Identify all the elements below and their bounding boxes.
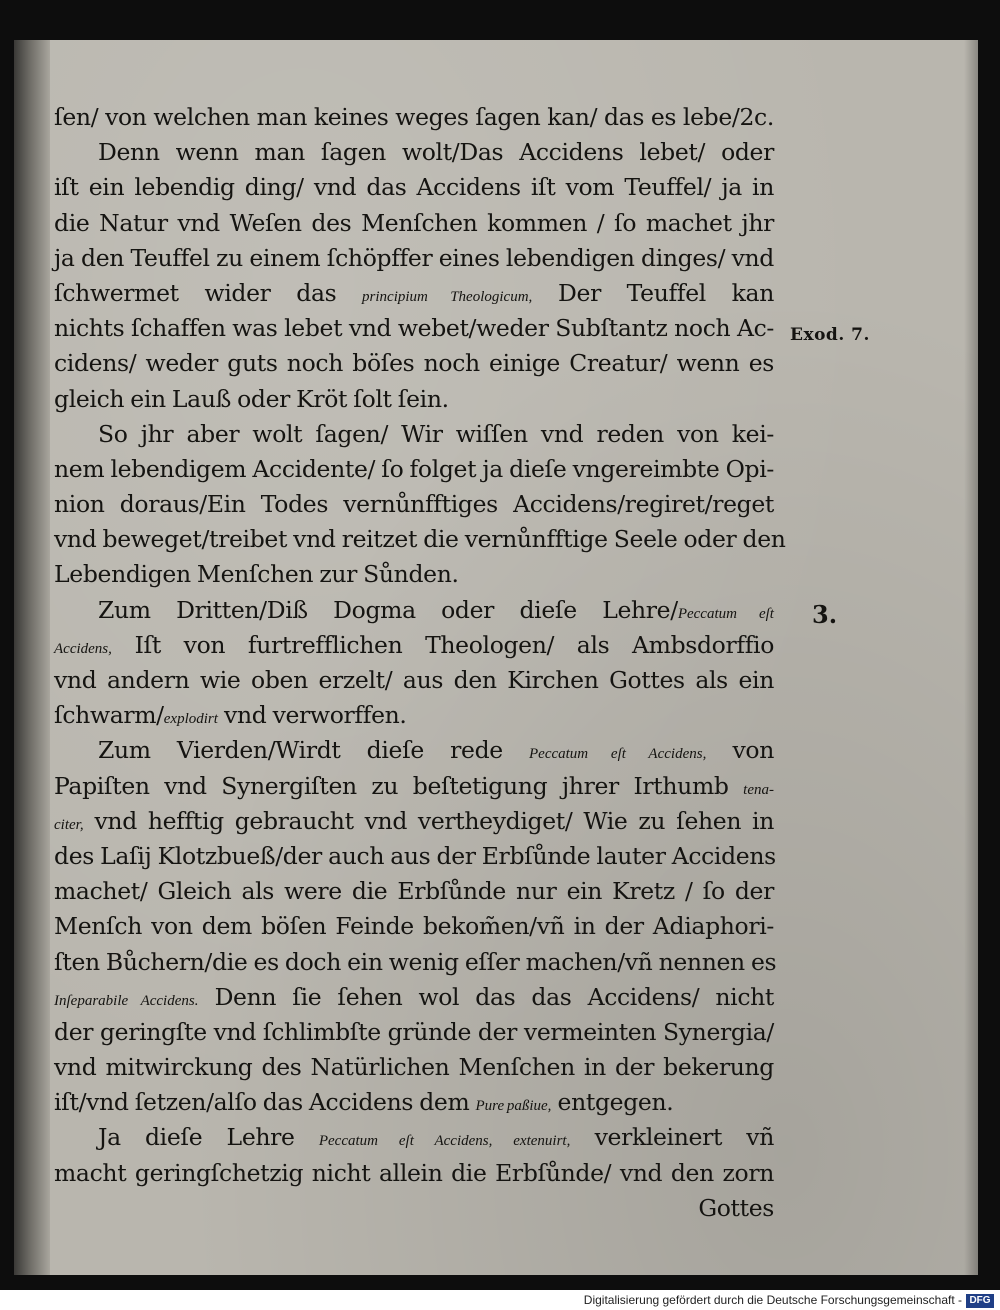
text-segment: Der Teuffel kan (532, 278, 774, 307)
text-line: ſen/ von welchen man keines weges ſagen kan/ das es lebe/2c. (54, 103, 774, 131)
text-segment: iſt/vnd ſetzen/alſo das Accidens dem (54, 1088, 476, 1117)
text-line: iſt ein lebendig ding/ vnd das Accidens iſt vom Teuffel/ ja in (54, 173, 774, 202)
latin-phrase: tena- (743, 781, 774, 798)
text-segment: Iſt von furtrefflichen Theologen/ als Ambsdorffio (134, 630, 775, 659)
text-segment: Papiſten vnd Synergiſten zu beſtetigung jhrer Irthumb (54, 771, 744, 800)
text-line: nem lebendigem Accidente/ ſo folget ja dieſe vngereimbte Opi- (54, 454, 774, 483)
text-line: ſten Bůchern/die es doch ein wenig eſſer machen/vñ nennen es (54, 947, 777, 976)
text-line (54, 628, 774, 663)
text-segment: vnd verworffen. (217, 701, 407, 730)
text-segment: ſchwarm/ (54, 701, 164, 730)
page-body-text (54, 100, 786, 1226)
text-line (54, 1085, 774, 1120)
page-gutter-shadow (14, 40, 50, 1275)
text-line: ja den Teuffel zu einem ſchöpffer eines lebendigen dinges/ vnd (54, 243, 774, 272)
text-line: gleich ein Lauß oder Kröt ſolt ſein. (54, 384, 449, 413)
page-edge-shadow (964, 40, 978, 1275)
book-page (14, 40, 978, 1275)
latin-phrase: explodirt (163, 711, 218, 728)
text-segment: Ja dieſe Lehre (98, 1123, 319, 1152)
text-segment: von (706, 736, 774, 765)
latin-phrase: citer, (54, 816, 84, 833)
catchword: Gottes (698, 1193, 774, 1222)
latin-phrase: Peccatum eſt Accidens, extenuirt, (318, 1133, 571, 1150)
latin-phrase: Peccatum eſt Accidens, (529, 746, 707, 763)
text-line (54, 276, 774, 311)
text-line: So jhr aber wolt ſagen/ Wir wiſſen vnd reden von kei- (98, 419, 774, 448)
dfg-logo: DFG (966, 1294, 994, 1308)
latin-phrase: principium Theologicum, (362, 288, 533, 305)
text-line: machet/ Gleich als were die Erbſůnde nur ein Kretz / ſo der (54, 877, 774, 906)
text-line (54, 698, 774, 733)
text-line: Menſch von dem böſen Feinde bekom̃en/vñ in der Adiaphori- (54, 912, 774, 941)
text-segment: verkleinert vñ (570, 1123, 775, 1152)
margin-note-exodus: Exod. 7. (790, 325, 870, 345)
latin-phrase: Peccatum eſt (677, 605, 774, 622)
text-line (54, 769, 774, 804)
text-segment: Zum Vierden/Wirdt dieſe rede (98, 736, 529, 765)
text-line: vnd andern wie oben erzelt/ aus den Kirchen Gottes als ein (54, 666, 774, 694)
text-line (54, 1120, 774, 1155)
latin-phrase: Pure paßiue, (475, 1098, 552, 1115)
text-line: nichts ſchaffen was lebet vnd webet/weder Subſtantz noch Ac- (54, 314, 774, 343)
text-line: vnd mitwirckung des Natürlichen Menſchen in der bekerung (54, 1053, 774, 1082)
text-line: Denn wenn man ſagen wolt/Das Accidens lebet/ oder (98, 138, 774, 167)
latin-phrase: Inſeparabile Accidens. (54, 992, 199, 1009)
text-segment: entgegen. (551, 1088, 674, 1117)
text-line (54, 733, 774, 768)
text-line: vnd beweget/treibet vnd reitzet die vernůnfftige Seele oder den (54, 525, 786, 554)
text-segment: vnd hefftig gebraucht vnd vertheydiget/ Wie zu ſehen in (94, 806, 774, 835)
margin-note-number: 3. (812, 600, 838, 629)
text-line: nion doraus/Ein Todes vernůnfftiges Accidens/regiret/reget (54, 490, 774, 519)
latin-phrase: Accidens, (54, 640, 112, 657)
text-line: Lebendigen Menſchen zur Sůnden. (54, 560, 459, 589)
text-segment: Denn ſie ſehen wol das das Accidens/ nicht (214, 982, 775, 1011)
text-line: macht geringſchetzig nicht allein die Erbſůnde/ vnd den zorn (54, 1158, 774, 1187)
text-line: cidens/ weder guts noch böſes noch einige Creatur/ wenn es (54, 349, 774, 378)
text-line: die Natur vnd Weſen des Menſchen kommen / ſo machet jhr (54, 208, 774, 237)
text-segment: Zum Dritten/Diß Dogma oder dieſe Lehre/ (98, 595, 678, 624)
text-line: der geringſte vnd ſchlimbſte gründe der vermeinten Synergia/ (54, 1017, 774, 1046)
digitization-footer (0, 1290, 1000, 1310)
footer-credit-text: Digitalisierung gefördert durch die Deutsche Forschungsgemeinschaft - (583, 1293, 962, 1307)
text-segment: ſchwermet wider das (54, 278, 363, 307)
text-line (54, 804, 774, 839)
text-line (54, 980, 774, 1015)
text-line: des Laſij Klotzbueß/der auch aus der Erbſůnde lauter Accidens (54, 841, 776, 870)
text-line (54, 593, 774, 628)
